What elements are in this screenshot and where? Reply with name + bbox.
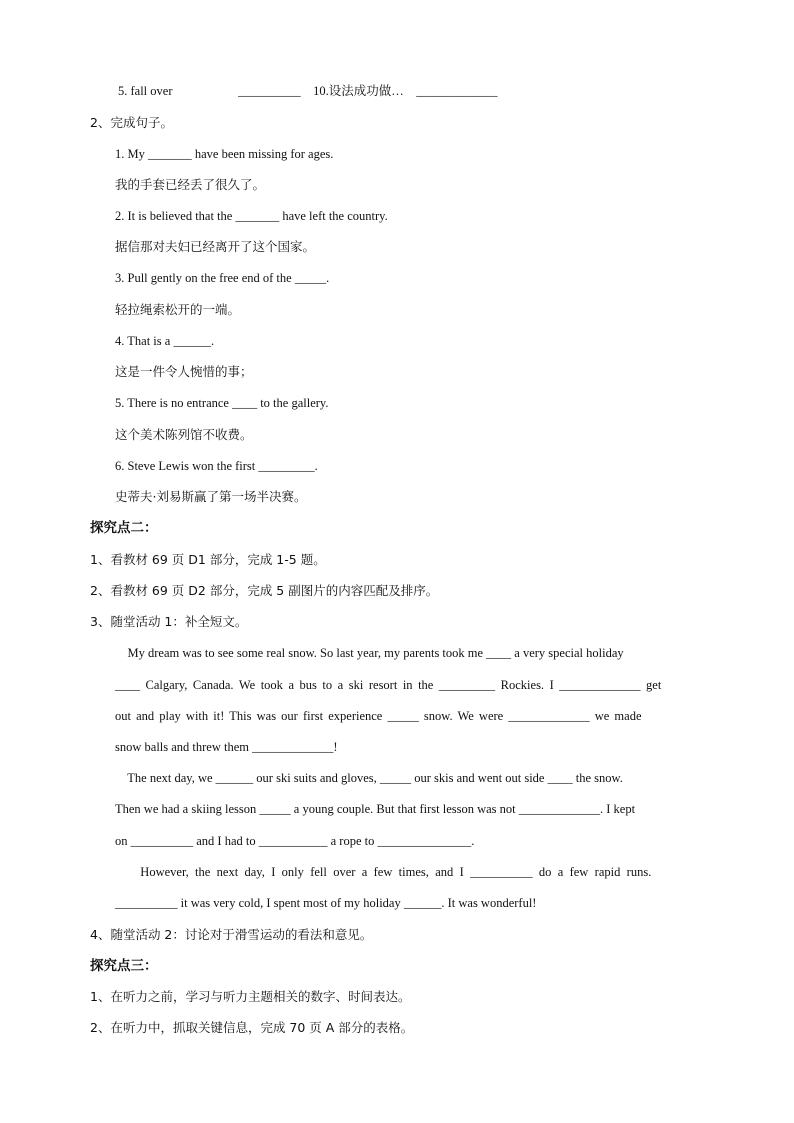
explore-2-item-2: 2、看教材 69 页 D2 部分，完成 5 副图片的内容匹配及排序。 xyxy=(90,583,439,598)
explore-2-item-4: 4、随堂活动 2：讨论对于滑雪运动的看法和意见。 xyxy=(90,927,373,942)
section-heading-explore-3: 探究点三： xyxy=(90,958,158,974)
sentence-4-chinese: 这是一件令人惋惜的事； xyxy=(115,364,253,379)
section-heading-explore-2: 探究点二： xyxy=(90,520,158,536)
explore-3-item-2: 2、在听力中，抓取关键信息，完成 70 页 A 部分的表格。 xyxy=(90,1020,414,1035)
sentence-3-chinese: 轻拉绳索松开的一端。 xyxy=(115,302,241,317)
sentence-6-english: 6. Steve Lewis won the first _________. xyxy=(115,459,318,473)
passage-line-3: out and play with it! This was our first experience _____ snow. We were _____________ we made xyxy=(115,709,642,723)
passage-line-2: ____ Calgary, Canada. We took a bus to a ski resort in the _________ Rockies. I _____________ get xyxy=(115,678,662,692)
passage-line-6: Then we had a skiing lesson _____ a young couple. But that first lesson was not _____________. I kept xyxy=(115,802,636,816)
section-heading-complete-sentences: 2、完成句子。 xyxy=(90,115,173,130)
passage-line-8: However, the next day, I only fell over a few times, and I __________ do a few rapid runs. xyxy=(115,865,652,879)
passage-line-4: snow balls and threw them _____________! xyxy=(115,740,338,754)
passage-line-5: The next day, we ______ our ski suits and gloves, _____ our skis and went out side ____ the snow. xyxy=(115,771,623,785)
sentence-5-english: 5. There is no entrance ____ to the gallery. xyxy=(115,396,329,410)
sentence-2-chinese: 据信那对夫妇已经离开了这个国家。 xyxy=(115,239,316,254)
sentence-6-chinese: 史蒂夫·刘易斯赢了第一场半决赛。 xyxy=(115,489,307,504)
vocab-item-row: 5. fall over __________ 10.设法成功做… _____________ xyxy=(118,84,498,98)
sentence-2-english: 2. It is believed that the _______ have left the country. xyxy=(115,209,388,223)
passage-line-9: __________ it was very cold, I spent most of my holiday ______. It was wonderful! xyxy=(115,896,537,910)
passage-line-1: My dream was to see some real snow. So last year, my parents took me ____ a very special holiday xyxy=(115,646,624,660)
explore-2-item-1: 1、看教材 69 页 D1 部分，完成 1-5 题。 xyxy=(90,552,326,567)
sentence-5-chinese: 这个美术陈列馆不收费。 xyxy=(115,427,253,442)
sentence-1-chinese: 我的手套已经丢了很久了。 xyxy=(115,177,266,192)
passage-line-7: on __________ and I had to ___________ a rope to _______________. xyxy=(115,834,475,848)
explore-2-item-3: 3、随堂活动 1：补全短文。 xyxy=(90,614,248,629)
explore-3-item-1: 1、在听力之前，学习与听力主题相关的数字、时间表达。 xyxy=(90,989,411,1004)
sentence-1-english: 1. My _______ have been missing for ages. xyxy=(115,147,334,161)
sentence-3-english: 3. Pull gently on the free end of the _____. xyxy=(115,271,330,285)
sentence-4-english: 4. That is a ______. xyxy=(115,334,215,348)
